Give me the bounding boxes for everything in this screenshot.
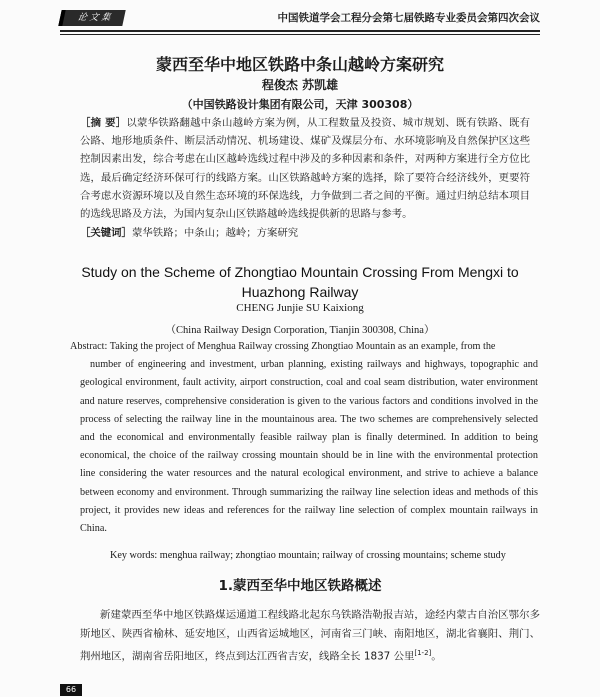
header-rule-thick [60,30,540,32]
en-affiliation: （China Railway Design Corporation, Tianjin 300308, China） [165,325,435,336]
en-keywords: Key words: menghua railway; zhongtiao mountain; railway of crossing mountains; scheme study [110,550,506,561]
running-header [60,6,540,30]
en-abstract-body: number of engineering and investment, urban planning, existing railways and highways, topographic and geological environment, fault activity, airport construction, coal and coal seam distribution, water environment and nature reserves, comprehensive consideration is given to the various factors and conditions involved in the process of selecting the railway line in the mountainous area. The two schemes are comprehensively selected and the economical and environmentally feasible railway plan is finally determined. In addition to being economical, the choice of the railway crossing mountain should be in line with the environmental protection line considering the water resources and the natural ecological environment, and strive to achieve a balance between economy and environment. Through summarizing the railway line selection ideas and methods of this project, it provides new ideas and references for the railway line selection of complex mountain railways in China. [80,359,538,535]
en-authors: CHENG Junjie SU Kaixiong [236,302,364,314]
en-abstract-first-line: Abstract: Taking the project of Menghua Railway crossing Zhongtiao Mountain as an example, from the [70,341,496,352]
section-1-paragraph [80,606,540,666]
zh-authors: 程俊杰 苏凯雄 [261,78,339,92]
zh-abstract-label: ［摘 要］ [80,117,127,129]
collection-tag: 论 文 集 [58,10,125,26]
en-abstract [70,338,538,538]
zh-keywords-text: 蒙华铁路；中条山；越岭；方案研究 [131,227,299,239]
citation: [1-2] [414,649,432,657]
zh-title: 蒙西至华中地区铁路中条山越岭方案研究 [155,55,444,74]
header-rule-thin [60,34,540,35]
zh-abstract [80,114,530,223]
en-title: Study on the Scheme of Zhongtiao Mountain Crossing From Mengxi to Huazhong Railway [81,264,519,300]
section-1-heading: 1.蒙西至华中地区铁路概述 [218,578,382,594]
zh-abstract-text: 以蒙华铁路翻越中条山越岭方案为例，从工程数量及投资、城市规划、既有铁路、既有公路、地形地质条件、断层活动情况、机场建设、煤矿及煤层分布、水环境影响及自然保护区这些控制因素出发，综合考虑在山区越岭选线过程中涉及的多种因素和条件，对两种方案进行全方位比选，最后确定经济环保可行的线路方案。山区铁路越岭方案的选择，除了要符合经济线外，更要符合考虑水资源环境以及自然生态环境的环保选线，力争做到二者之间的平衡。通过归纳总结本项目的选线思路及方法，为国内复杂山区铁路越岭选线提供新的思路与参考。 [80,117,530,221]
zh-keywords [80,224,530,239]
conference-title: 中国铁道学会工程分会第七届铁路专业委员会第四次会议 [277,12,540,24]
zh-affiliation: （中国铁路设计集团有限公司，天津 300308） [181,98,419,111]
section-1-text: 新建蒙西至华中地区铁路煤运通道工程线路北起东乌铁路浩勒报吉站，途经内蒙古自治区鄂尔多斯地区、陕西省榆林、延安地区，山西省运城地区，河南省三门峡、南阳地区，湖北省襄阳、荆门、荆州地区，湖南省岳阳地区，终点到达江西省吉安，线路全长 1837 公里 [80,609,540,663]
section-1-end: 。 [431,650,442,663]
zh-keywords-label: ［关键词］ [80,227,132,239]
page-number: 66 [60,684,82,696]
